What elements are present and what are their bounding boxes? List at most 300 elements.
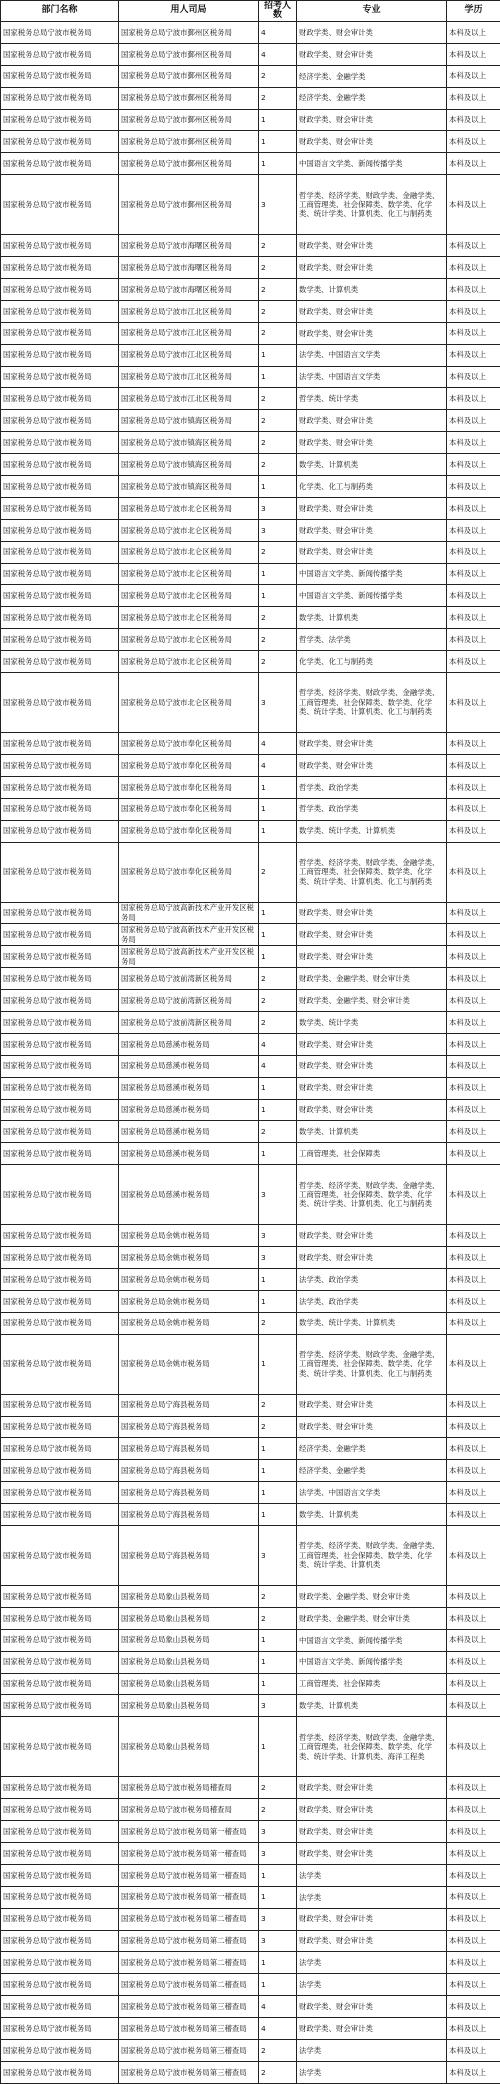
table-row xyxy=(1,1695,500,1717)
department-cell: 国家税务总局宁波市税务局 xyxy=(1,1974,119,1996)
hiring-bureau-cell: 国家税务总局宁波市北仑区税务局 xyxy=(119,563,259,585)
major-cell: 财政学类、金融学类、财会审计类 xyxy=(297,968,447,990)
education-cell: 本科及以上 xyxy=(447,1673,500,1695)
education-cell: 本科及以上 xyxy=(447,733,500,755)
hiring-bureau-cell: 国家税务总局宁波市税务局第二稽查局 xyxy=(119,1908,259,1930)
department-cell: 国家税务总局宁波市税务局 xyxy=(1,1394,119,1416)
department-cell: 国家税务总局宁波市税务局 xyxy=(1,1777,119,1799)
department-cell: 国家税务总局宁波市税务局 xyxy=(1,65,119,87)
department-cell: 国家税务总局宁波市税务局 xyxy=(1,1799,119,1821)
education-cell: 本科及以上 xyxy=(447,1438,500,1460)
recruit-count-cell: 1 xyxy=(259,109,297,131)
hiring-bureau-cell: 国家税务总局宁波市奉化区税务局 xyxy=(119,820,259,842)
major-cell: 财政学类、财会审计类 xyxy=(297,410,447,432)
hiring-bureau-cell: 国家税务总局宁波市税务局第二稽查局 xyxy=(119,1930,259,1952)
table-row xyxy=(1,1843,500,1865)
table-row xyxy=(1,1011,500,1033)
recruit-count-cell: 2 xyxy=(259,410,297,432)
major-cell: 财政学类、财会审计类 xyxy=(297,519,447,541)
major-cell: 法学类、中国语言文学类 xyxy=(297,344,447,366)
education-cell: 本科及以上 xyxy=(447,1651,500,1673)
education-cell: 本科及以上 xyxy=(447,1585,500,1607)
department-cell: 国家税务总局宁波市税务局 xyxy=(1,1525,119,1585)
major-cell: 财政学类、财会审计类 xyxy=(297,1930,447,1952)
recruit-count-cell: 3 xyxy=(259,1908,297,1930)
education-cell: 本科及以上 xyxy=(447,607,500,629)
table-row xyxy=(1,1121,500,1143)
recruit-count-cell: 2 xyxy=(259,322,297,344)
department-cell: 国家税务总局宁波市税务局 xyxy=(1,798,119,820)
table-row xyxy=(1,366,500,388)
department-cell: 国家税务总局宁波市税务局 xyxy=(1,1011,119,1033)
hiring-bureau-cell: 国家税务总局象山县税务局 xyxy=(119,1585,259,1607)
header-recruit-count: 招考人数 xyxy=(259,1,297,22)
recruit-count-cell: 3 xyxy=(259,1695,297,1717)
education-cell: 本科及以上 xyxy=(447,519,500,541)
major-cell: 经济学类、金融学类 xyxy=(297,65,447,87)
table-row xyxy=(1,1799,500,1821)
recruit-count-cell: 1 xyxy=(259,1504,297,1526)
table-row xyxy=(1,563,500,585)
recruit-count-cell: 1 xyxy=(259,1673,297,1695)
major-cell: 财政学类、财会审计类 xyxy=(297,1843,447,1865)
table-row xyxy=(1,1673,500,1695)
major-cell: 数学类、计算机类 xyxy=(297,454,447,476)
hiring-bureau-cell: 国家税务总局宁波市江北区税务局 xyxy=(119,322,259,344)
major-cell: 哲学类、经济学类、财政学类、金融学类、工商管理类、社会保障类、数学类、化学类、统计学类、计算机类、化工与制药类 xyxy=(297,1334,447,1394)
education-cell: 本科及以上 xyxy=(447,902,500,924)
hiring-bureau-cell: 国家税务总局余姚市税务局 xyxy=(119,1268,259,1290)
major-cell: 数学类、计算机类 xyxy=(297,279,447,301)
department-cell: 国家税务总局宁波市税务局 xyxy=(1,990,119,1012)
table-row xyxy=(1,1974,500,1996)
table-row xyxy=(1,87,500,109)
department-cell: 国家税务总局宁波市税务局 xyxy=(1,902,119,924)
major-cell: 财政学类、财会审计类 xyxy=(297,924,447,946)
education-cell: 本科及以上 xyxy=(447,798,500,820)
hiring-bureau-cell: 国家税务总局宁波市鄞州区税务局 xyxy=(119,22,259,44)
hiring-bureau-cell: 国家税务总局宁波市镇海区税务局 xyxy=(119,454,259,476)
education-cell: 本科及以上 xyxy=(447,585,500,607)
table-row xyxy=(1,733,500,755)
major-cell: 数学类、计算机类 xyxy=(297,607,447,629)
recruit-count-cell: 3 xyxy=(259,1247,297,1269)
department-cell: 国家税务总局宁波市税务局 xyxy=(1,820,119,842)
major-cell: 中国语言文学类、新闻传播学类 xyxy=(297,153,447,175)
hiring-bureau-cell: 国家税务总局宁海县税务局 xyxy=(119,1525,259,1585)
hiring-bureau-cell: 国家税务总局宁波市奉化区税务局 xyxy=(119,798,259,820)
major-cell: 财政学类、财会审计类 xyxy=(297,322,447,344)
recruit-count-cell: 1 xyxy=(259,1460,297,1482)
department-cell: 国家税务总局宁波市税务局 xyxy=(1,476,119,498)
education-cell: 本科及以上 xyxy=(447,476,500,498)
hiring-bureau-cell: 国家税务总局宁波市海曙区税务局 xyxy=(119,235,259,257)
hiring-bureau-cell: 国家税务总局象山县税务局 xyxy=(119,1673,259,1695)
recruit-count-cell: 1 xyxy=(259,820,297,842)
hiring-bureau-cell: 国家税务总局余姚市税务局 xyxy=(119,1334,259,1394)
major-cell: 数学类、统计学类、计算机类 xyxy=(297,1312,447,1334)
recruit-count-cell: 2 xyxy=(259,432,297,454)
table-row xyxy=(1,388,500,410)
table-row xyxy=(1,968,500,990)
department-cell: 国家税务总局宁波市税务局 xyxy=(1,410,119,432)
major-cell: 经济学类、金融学类 xyxy=(297,1438,447,1460)
major-cell: 财政学类、财会审计类 xyxy=(297,1416,447,1438)
hiring-bureau-cell: 国家税务总局慈溪市税务局 xyxy=(119,1099,259,1121)
education-cell: 本科及以上 xyxy=(447,1695,500,1717)
education-cell: 本科及以上 xyxy=(447,1717,500,1777)
major-cell: 法学类、中国语言文学类 xyxy=(297,366,447,388)
education-cell: 本科及以上 xyxy=(447,410,500,432)
hiring-bureau-cell: 国家税务总局宁波市北仑区税务局 xyxy=(119,673,259,733)
education-cell: 本科及以上 xyxy=(447,1525,500,1585)
department-cell: 国家税务总局宁波市税务局 xyxy=(1,1055,119,1077)
table-row xyxy=(1,2018,500,2040)
table-row xyxy=(1,1394,500,1416)
hiring-bureau-cell: 国家税务总局慈溪市税务局 xyxy=(119,1121,259,1143)
education-cell: 本科及以上 xyxy=(447,1033,500,1055)
education-cell: 本科及以上 xyxy=(447,1011,500,1033)
education-cell: 本科及以上 xyxy=(447,1290,500,1312)
header-major: 专业 xyxy=(297,1,447,22)
recruit-count-cell: 2 xyxy=(259,842,297,902)
major-cell: 财政学类、财会审计类 xyxy=(297,2018,447,2040)
major-cell: 法学类 xyxy=(297,1952,447,1974)
hiring-bureau-cell: 国家税务总局余姚市税务局 xyxy=(119,1290,259,1312)
education-cell: 本科及以上 xyxy=(447,924,500,946)
table-row xyxy=(1,1585,500,1607)
department-cell: 国家税务总局宁波市税务局 xyxy=(1,1504,119,1526)
education-cell: 本科及以上 xyxy=(447,300,500,322)
education-cell: 本科及以上 xyxy=(447,2040,500,2062)
major-cell: 中国语言文学类、新闻传播学类 xyxy=(297,1651,447,1673)
education-cell: 本科及以上 xyxy=(447,1843,500,1865)
hiring-bureau-cell: 国家税务总局宁波高新技术产业开发区税务局 xyxy=(119,902,259,924)
table-row xyxy=(1,1334,500,1394)
hiring-bureau-cell: 国家税务总局慈溪市税务局 xyxy=(119,1055,259,1077)
department-cell: 国家税务总局宁波市税务局 xyxy=(1,1247,119,1269)
table-row xyxy=(1,1996,500,2018)
major-cell: 哲学类、经济学类、财政学类、金融学类、工商管理类、社会保障类、数学类、化学类、统计学类、计算机类、化工与制药类 xyxy=(297,842,447,902)
recruit-count-cell: 2 xyxy=(259,2061,297,2083)
education-cell: 本科及以上 xyxy=(447,1482,500,1504)
education-cell: 本科及以上 xyxy=(447,990,500,1012)
major-cell: 财政学类、财会审计类 xyxy=(297,1908,447,1930)
major-cell: 财政学类、财会审计类 xyxy=(297,1099,447,1121)
hiring-bureau-cell: 国家税务总局宁波市海曙区税务局 xyxy=(119,257,259,279)
education-cell: 本科及以上 xyxy=(447,497,500,519)
education-cell: 本科及以上 xyxy=(447,1629,500,1651)
table-row xyxy=(1,497,500,519)
hiring-bureau-cell: 国家税务总局象山县税务局 xyxy=(119,1717,259,1777)
recruit-count-cell: 2 xyxy=(259,87,297,109)
hiring-bureau-cell: 国家税务总局宁波市海曙区税务局 xyxy=(119,279,259,301)
hiring-bureau-cell: 国家税务总局慈溪市税务局 xyxy=(119,1077,259,1099)
education-cell: 本科及以上 xyxy=(447,629,500,651)
recruit-count-cell: 1 xyxy=(259,1334,297,1394)
table-row xyxy=(1,1651,500,1673)
hiring-bureau-cell: 国家税务总局宁波市奉化区税务局 xyxy=(119,733,259,755)
hiring-bureau-cell: 国家税务总局宁波市税务局第一稽查局 xyxy=(119,1886,259,1908)
hiring-bureau-cell: 国家税务总局宁波市鄞州区税务局 xyxy=(119,175,259,235)
recruit-count-cell: 1 xyxy=(259,1717,297,1777)
hiring-bureau-cell: 国家税务总局宁波市江北区税务局 xyxy=(119,366,259,388)
recruit-count-cell: 3 xyxy=(259,673,297,733)
table-row xyxy=(1,776,500,798)
hiring-bureau-cell: 国家税务总局余姚市税务局 xyxy=(119,1247,259,1269)
recruit-count-cell: 1 xyxy=(259,1952,297,1974)
table-row xyxy=(1,410,500,432)
education-cell: 本科及以上 xyxy=(447,1504,500,1526)
hiring-bureau-cell: 国家税务总局宁波市镇海区税务局 xyxy=(119,432,259,454)
recruit-count-cell: 2 xyxy=(259,1799,297,1821)
recruit-count-cell: 4 xyxy=(259,22,297,44)
table-row xyxy=(1,1821,500,1843)
recruit-count-cell: 1 xyxy=(259,1886,297,1908)
major-cell: 法学类 xyxy=(297,1886,447,1908)
major-cell: 财政学类、金融学类、财会审计类 xyxy=(297,990,447,1012)
table-row xyxy=(1,322,500,344)
department-cell: 国家税务总局宁波市税务局 xyxy=(1,109,119,131)
hiring-bureau-cell: 国家税务总局余姚市税务局 xyxy=(119,1225,259,1247)
department-cell: 国家税务总局宁波市税务局 xyxy=(1,454,119,476)
table-row xyxy=(1,109,500,131)
major-cell: 财政学类、财会审计类 xyxy=(297,1225,447,1247)
hiring-bureau-cell: 国家税务总局象山县税务局 xyxy=(119,1695,259,1717)
table-row xyxy=(1,1460,500,1482)
table-row xyxy=(1,235,500,257)
table-row xyxy=(1,585,500,607)
table-row xyxy=(1,1777,500,1799)
table-row xyxy=(1,1607,500,1629)
major-cell: 哲学类、经济学类、财政学类、金融学类、工商管理类、社会保障类、数学类、化学类、统计学类、计算机类 xyxy=(297,1525,447,1585)
department-cell: 国家税务总局宁波市税务局 xyxy=(1,607,119,629)
table-row xyxy=(1,1247,500,1269)
table-row xyxy=(1,754,500,776)
major-cell: 财政学类、财会审计类 xyxy=(297,109,447,131)
department-cell: 国家税务总局宁波市税务局 xyxy=(1,22,119,44)
major-cell: 数学类、统计学类、计算机类 xyxy=(297,820,447,842)
department-cell: 国家税务总局宁波市税务局 xyxy=(1,1165,119,1225)
recruit-count-cell: 2 xyxy=(259,651,297,673)
hiring-bureau-cell: 国家税务总局宁波市鄞州区税务局 xyxy=(119,131,259,153)
hiring-bureau-cell: 国家税务总局宁波市税务局稽查局 xyxy=(119,1799,259,1821)
table-row xyxy=(1,1165,500,1225)
recruit-count-cell: 1 xyxy=(259,563,297,585)
table-row xyxy=(1,1143,500,1165)
department-cell: 国家税务总局宁波市税务局 xyxy=(1,344,119,366)
recruit-count-cell: 2 xyxy=(259,629,297,651)
hiring-bureau-cell: 国家税务总局宁波市税务局第三稽查局 xyxy=(119,1996,259,2018)
table-row xyxy=(1,924,500,946)
major-cell: 哲学类、统计学类 xyxy=(297,388,447,410)
table-row xyxy=(1,820,500,842)
recruit-count-cell: 1 xyxy=(259,366,297,388)
hiring-bureau-cell: 国家税务总局宁波市鄞州区税务局 xyxy=(119,87,259,109)
table-row xyxy=(1,279,500,301)
education-cell: 本科及以上 xyxy=(447,754,500,776)
major-cell: 哲学类、政治学类 xyxy=(297,776,447,798)
education-cell: 本科及以上 xyxy=(447,1165,500,1225)
major-cell: 财政学类、财会审计类 xyxy=(297,22,447,44)
table-row xyxy=(1,1886,500,1908)
major-cell: 财政学类、财会审计类 xyxy=(297,946,447,968)
recruit-count-cell: 3 xyxy=(259,1843,297,1865)
education-cell: 本科及以上 xyxy=(447,1247,500,1269)
department-cell: 国家税务总局宁波市税务局 xyxy=(1,519,119,541)
table-row xyxy=(1,1312,500,1334)
education-cell: 本科及以上 xyxy=(447,279,500,301)
recruit-count-cell: 1 xyxy=(259,1974,297,1996)
recruit-count-cell: 1 xyxy=(259,798,297,820)
education-cell: 本科及以上 xyxy=(447,257,500,279)
recruit-count-cell: 1 xyxy=(259,946,297,968)
hiring-bureau-cell: 国家税务总局宁波市税务局第二稽查局 xyxy=(119,1952,259,1974)
department-cell: 国家税务总局宁波市税务局 xyxy=(1,1225,119,1247)
recruit-count-cell: 2 xyxy=(259,2040,297,2062)
recruit-count-cell: 1 xyxy=(259,1482,297,1504)
department-cell: 国家税务总局宁波市税务局 xyxy=(1,673,119,733)
recruit-count-cell: 1 xyxy=(259,924,297,946)
education-cell: 本科及以上 xyxy=(447,65,500,87)
major-cell: 财政学类、财会审计类 xyxy=(297,1077,447,1099)
major-cell: 哲学类、政治学类 xyxy=(297,798,447,820)
major-cell: 财政学类、财会审计类 xyxy=(297,754,447,776)
major-cell: 数学类、计算机类 xyxy=(297,1504,447,1526)
recruit-count-cell: 1 xyxy=(259,1268,297,1290)
department-cell: 国家税务总局宁波市税务局 xyxy=(1,1864,119,1886)
recruit-count-cell: 3 xyxy=(259,1525,297,1585)
education-cell: 本科及以上 xyxy=(447,1394,500,1416)
major-cell: 数学类、统计学类 xyxy=(297,1011,447,1033)
recruit-count-cell: 1 xyxy=(259,153,297,175)
education-cell: 本科及以上 xyxy=(447,1055,500,1077)
recruit-count-cell: 1 xyxy=(259,1290,297,1312)
table-row xyxy=(1,946,500,968)
education-cell: 本科及以上 xyxy=(447,2018,500,2040)
table-row xyxy=(1,1268,500,1290)
education-cell: 本科及以上 xyxy=(447,432,500,454)
recruit-count-cell: 1 xyxy=(259,1143,297,1165)
hiring-bureau-cell: 国家税务总局宁海县税务局 xyxy=(119,1416,259,1438)
recruit-count-cell: 2 xyxy=(259,1121,297,1143)
major-cell: 财政学类、财会审计类 xyxy=(297,1777,447,1799)
education-cell: 本科及以上 xyxy=(447,87,500,109)
education-cell: 本科及以上 xyxy=(447,1334,500,1394)
department-cell: 国家税务总局宁波市税务局 xyxy=(1,842,119,902)
department-cell: 国家税务总局宁波市税务局 xyxy=(1,1143,119,1165)
major-cell: 财政学类、财会审计类 xyxy=(297,1394,447,1416)
hiring-bureau-cell: 国家税务总局余姚市税务局 xyxy=(119,1312,259,1334)
table-row xyxy=(1,1952,500,1974)
department-cell: 国家税务总局宁波市税务局 xyxy=(1,1673,119,1695)
table-row xyxy=(1,607,500,629)
education-cell: 本科及以上 xyxy=(447,968,500,990)
header-department: 部门名称 xyxy=(1,1,119,22)
department-cell: 国家税务总局宁波市税务局 xyxy=(1,1695,119,1717)
department-cell: 国家税务总局宁波市税务局 xyxy=(1,175,119,235)
recruit-count-cell: 4 xyxy=(259,1033,297,1055)
education-cell: 本科及以上 xyxy=(447,131,500,153)
department-cell: 国家税务总局宁波市税务局 xyxy=(1,946,119,968)
hiring-bureau-cell: 国家税务总局象山县税务局 xyxy=(119,1607,259,1629)
table-row xyxy=(1,798,500,820)
table-row xyxy=(1,651,500,673)
hiring-bureau-cell: 国家税务总局慈溪市税务局 xyxy=(119,1033,259,1055)
education-cell: 本科及以上 xyxy=(447,1268,500,1290)
department-cell: 国家税务总局宁波市税务局 xyxy=(1,1821,119,1843)
hiring-bureau-cell: 国家税务总局宁波市税务局第三稽查局 xyxy=(119,2061,259,2083)
recruit-count-cell: 3 xyxy=(259,175,297,235)
major-cell: 财政学类、财会审计类 xyxy=(297,300,447,322)
hiring-bureau-cell: 国家税务总局宁海县税务局 xyxy=(119,1482,259,1504)
major-cell: 哲学类、经济学类、财政学类、金融学类、工商管理类、社会保障类、数学类、化学类、统计学类、计算机类、海洋工程类 xyxy=(297,1717,447,1777)
department-cell: 国家税务总局宁波市税务局 xyxy=(1,1908,119,1930)
department-cell: 国家税务总局宁波市税务局 xyxy=(1,1460,119,1482)
education-cell: 本科及以上 xyxy=(447,1864,500,1886)
recruit-count-cell: 1 xyxy=(259,776,297,798)
hiring-bureau-cell: 国家税务总局宁波市税务局稽查局 xyxy=(119,1777,259,1799)
major-cell: 财政学类、财会审计类 xyxy=(297,432,447,454)
department-cell: 国家税务总局宁波市税务局 xyxy=(1,776,119,798)
major-cell: 财政学类、财会审计类 xyxy=(297,1799,447,1821)
major-cell: 财政学类、金融学类、财会审计类 xyxy=(297,1607,447,1629)
department-cell: 国家税务总局宁波市税务局 xyxy=(1,2018,119,2040)
recruit-count-cell: 1 xyxy=(259,1438,297,1460)
education-cell: 本科及以上 xyxy=(447,2061,500,2083)
recruit-count-cell: 4 xyxy=(259,1055,297,1077)
recruit-count-cell: 3 xyxy=(259,1821,297,1843)
department-cell: 国家税务总局宁波市税务局 xyxy=(1,279,119,301)
recruit-count-cell: 1 xyxy=(259,1077,297,1099)
table-row xyxy=(1,1225,500,1247)
recruit-count-cell: 4 xyxy=(259,754,297,776)
table-row xyxy=(1,519,500,541)
major-cell: 工商管理类、社会保障类 xyxy=(297,1673,447,1695)
table-row xyxy=(1,1930,500,1952)
department-cell: 国家税务总局宁波市税务局 xyxy=(1,366,119,388)
hiring-bureau-cell: 国家税务总局宁波市税务局第一稽查局 xyxy=(119,1843,259,1865)
department-cell: 国家税务总局宁波市税务局 xyxy=(1,1033,119,1055)
department-cell: 国家税务总局宁波市税务局 xyxy=(1,541,119,563)
recruit-count-cell: 2 xyxy=(259,454,297,476)
education-cell: 本科及以上 xyxy=(447,1886,500,1908)
recruit-count-cell: 1 xyxy=(259,1629,297,1651)
hiring-bureau-cell: 国家税务总局宁波市北仑区税务局 xyxy=(119,497,259,519)
education-cell: 本科及以上 xyxy=(447,1225,500,1247)
education-cell: 本科及以上 xyxy=(447,1821,500,1843)
department-cell: 国家税务总局宁波市税务局 xyxy=(1,131,119,153)
table-header-row xyxy=(1,1,500,22)
hiring-bureau-cell: 国家税务总局宁波市奉化区税务局 xyxy=(119,842,259,902)
table-row xyxy=(1,1290,500,1312)
major-cell: 财政学类、财会审计类 xyxy=(297,733,447,755)
recruit-count-cell: 2 xyxy=(259,607,297,629)
hiring-bureau-cell: 国家税务总局宁波高新技术产业开发区税务局 xyxy=(119,924,259,946)
major-cell: 化学类、化工与制药类 xyxy=(297,651,447,673)
recruit-count-cell: 2 xyxy=(259,1312,297,1334)
department-cell: 国家税务总局宁波市税务局 xyxy=(1,1312,119,1334)
recruit-count-cell: 3 xyxy=(259,1165,297,1225)
table-row xyxy=(1,1504,500,1526)
recruit-count-cell: 1 xyxy=(259,902,297,924)
hiring-bureau-cell: 国家税务总局慈溪市税务局 xyxy=(119,1143,259,1165)
department-cell: 国家税务总局宁波市税务局 xyxy=(1,1717,119,1777)
education-cell: 本科及以上 xyxy=(447,109,500,131)
hiring-bureau-cell: 国家税务总局宁波市江北区税务局 xyxy=(119,388,259,410)
department-cell: 国家税务总局宁波市税务局 xyxy=(1,629,119,651)
education-cell: 本科及以上 xyxy=(447,1996,500,2018)
